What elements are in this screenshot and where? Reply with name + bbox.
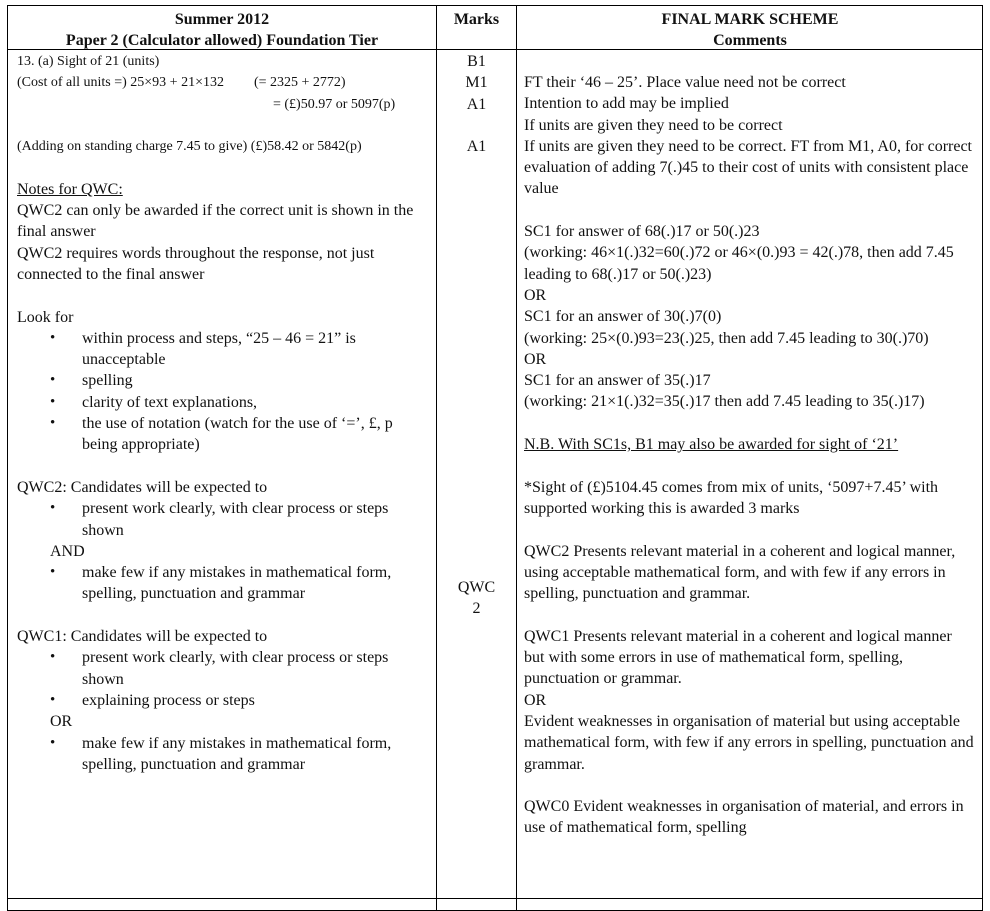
special-case-2: SC1 for an answer of 30(.)7(0) <box>524 308 722 326</box>
answer-line-4: (Adding on standing charge 7.45 to give) (£)58.42 or 5842(p) <box>17 139 362 155</box>
or-label: OR <box>524 350 547 368</box>
answer-line-1: 13. (a) Sight of 21 (units) <box>17 54 160 69</box>
notes-line-1: QWC2 can only be awarded if the correct unit is shown in the final answer <box>17 202 414 241</box>
star-note: *Sight of (£)5104.45 comes from mix of units, ‘5097+7.45’ with supported working this is awarded 3 marks <box>524 478 939 517</box>
mark-scheme-table <box>7 5 983 911</box>
or-label: OR <box>524 286 547 304</box>
list-item: • make few if any mistakes in mathematical form, spelling, punctuation and grammar <box>17 562 432 605</box>
notes-title: Notes for QWC: <box>17 180 123 198</box>
or-label: OR <box>50 713 73 731</box>
comment-line: FT their ‘46 – 25’. Place value need not be correct <box>524 74 846 91</box>
look-for-list <box>17 328 432 456</box>
column-divider <box>516 6 517 910</box>
answer-line-3: = (£)50.97 or 5097(p) <box>273 96 396 112</box>
marks-column <box>437 51 516 157</box>
qwc1-intro: QWC1: Candidates will be expected to <box>17 628 268 646</box>
list-item: • explaining process or steps <box>17 690 432 711</box>
header-paper-title <box>8 9 436 51</box>
qwc0-description: QWC0 Evident weaknesses in organisation of material, and errors in use of mathematical form, spelling <box>524 798 964 837</box>
header-session: Summer 2012 <box>174 11 270 28</box>
header-comments-label: Comments <box>713 32 787 49</box>
look-for-title: Look for <box>17 308 74 326</box>
nb-note: N.B. With SC1s, B1 may also be awarded for sight of ‘21’ <box>524 436 899 454</box>
mark-qwc: QWC 2 <box>457 579 496 618</box>
mark-a1-second: A1 <box>466 138 487 156</box>
special-case-3: SC1 for an answer of 35(.)17 <box>524 372 711 390</box>
comment-line: If units are given they need to be correct <box>524 116 783 134</box>
special-case-1: SC1 for answer of 68(.)17 or 50(.)23 <box>524 223 760 241</box>
answer-line-2: (Cost of all units =) 25×93 + 21×132 (= 2325 + 2772) <box>17 75 346 91</box>
list-item: • make few if any mistakes in mathematical form, spelling, punctuation and grammar <box>17 733 432 776</box>
list-item: • present work clearly, with clear process or steps shown <box>17 647 432 690</box>
header-comments <box>517 9 983 51</box>
header-paper: Paper 2 (Calculator allowed) Foundation Tier <box>65 32 379 49</box>
list-item: • clarity of text explanations, <box>17 392 432 413</box>
comment-line: If units are given they need to be correct. FT from M1, A0, for correct evaluation of adding 7(.)45 to their cost of units with consistent place value <box>524 137 972 198</box>
special-case-3-working: (working: 21×1(.)32=35(.)17 then add 7.45 leading to 35(.)17) <box>524 393 925 411</box>
special-case-1-working: (working: 46×1(.)32=60(.)72 or 46×(0.)93 = 42(.)78, then add 7.45 leading to 68(.)17 or 50(.)23) <box>524 244 954 283</box>
list-item: • present work clearly, with clear process or steps shown <box>17 498 432 541</box>
or-label: OR <box>524 691 547 709</box>
header-marks: Marks <box>453 11 500 28</box>
header-final-mark-scheme: FINAL MARK SCHEME <box>661 11 839 28</box>
and-label: AND <box>50 542 85 560</box>
qwc1-description: QWC1 Presents relevant material in a coherent and logical manner but with some errors in use of mathematical form, spelling, punctuation or grammar. <box>524 627 952 688</box>
notes-line-2: QWC2 requires words throughout the response, not just connected to the final answer <box>17 244 375 283</box>
comments-column <box>524 72 976 839</box>
answer-column <box>17 51 432 775</box>
row-divider <box>8 898 982 899</box>
list-item: • the use of notation (watch for the use of ‘=’, £, p being appropriate) <box>17 413 432 456</box>
list-item: • spelling <box>17 370 432 391</box>
qwc2-intro: QWC2: Candidates will be expected to <box>17 478 268 496</box>
weakness-description: Evident weaknesses in organisation of material but using acceptable mathematical form, with few if any errors in spelling, punctuation and grammar. <box>524 712 974 773</box>
mark-a1: A1 <box>466 95 487 113</box>
qwc2-description: QWC2 Presents relevant material in a coherent and logical manner, using acceptable mathematical form, and with few if any errors in spelling, punctuation and grammar. <box>524 542 956 603</box>
mark-m1: M1 <box>465 74 488 92</box>
comment-line: Intention to add may be implied <box>524 95 729 113</box>
list-item: • within process and steps, “25 – 46 = 21” is unacceptable <box>17 328 432 371</box>
mark-b1: B1 <box>467 53 486 70</box>
special-case-2-working: (working: 25×(0.)93=23(.)25, then add 7.45 leading to 30(.)70) <box>524 329 929 347</box>
